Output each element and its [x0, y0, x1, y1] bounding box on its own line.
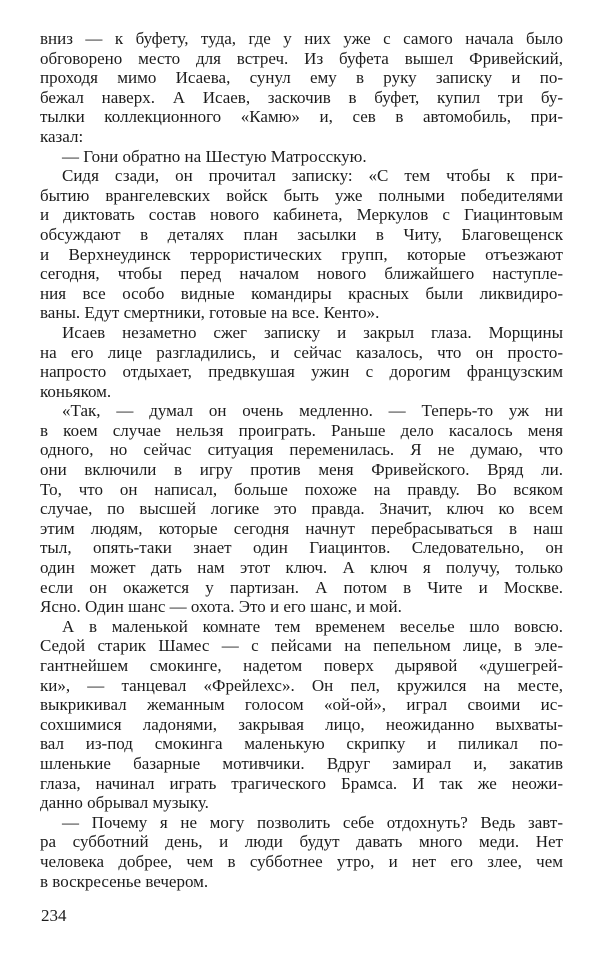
- text-line: «Так, — думал он очень медленно. — Теперь-то уж ни: [62, 401, 563, 421]
- text-line: — Гони обратно на Шестую Матросскую.: [62, 146, 367, 166]
- paragraph: [40, 401, 563, 617]
- text-line: сохшимися ладонями, закрывая лицо, неожиданно выхваты-: [40, 714, 563, 734]
- paragraph: [40, 29, 563, 147]
- text-line: данно обрывал музыку.: [40, 793, 209, 813]
- text-line: вниз — к буфету, туда, где у них уже с самого начала было: [40, 29, 563, 48]
- text-line: бытию врангелевских войск быть уже полными победителями: [40, 185, 563, 205]
- paragraph: [40, 617, 563, 813]
- text-line: ра субботний день, и люди будут давать много меди. Нет: [40, 832, 563, 852]
- text-line: тыл, опять-таки знает один Гиацинтов. Следовательно, он: [40, 538, 563, 558]
- text-line: То, что он написал, больше похоже на правду. Во всяком: [40, 479, 563, 499]
- text-line: обговорено место для встреч. Из буфета вышел Фривейский,: [40, 48, 563, 68]
- text-line: ваны. Едут смертники, готовые на все. Кенто».: [40, 303, 380, 323]
- text-line: казал:: [40, 126, 84, 146]
- text-line: выкрикивал жеманным голосом «ой-ой», играл своими ис-: [40, 695, 563, 715]
- text-line: коньяком.: [40, 381, 112, 401]
- text-line: тылки коллекционного «Камю» и, сев в автомобиль, при-: [40, 107, 563, 127]
- text-line: сегодня, чтобы перед началом нового ближайшего наступле-: [40, 264, 563, 284]
- page-number: 234: [41, 906, 67, 925]
- text-line: Исаев незаметно сжег записку и закрыл глаза. Морщины: [62, 322, 563, 342]
- text-line: на его лице разгладились, и сейчас казалось, что он просто-: [40, 342, 563, 362]
- text-line: Ясно. Один шанс — охота. Это и его шанс, и мой.: [40, 597, 402, 617]
- paragraph: [40, 813, 563, 891]
- text-line: если он окажется у партизан. А потом в Чите и Москве.: [40, 577, 563, 597]
- text-line: случае, по высшей логике это правда. Значит, ключ ко всем: [40, 499, 563, 519]
- text-line: ния все особо видные командиры красных были ликвидиро-: [40, 283, 563, 303]
- text-line: и диктовать состав нового кабинета, Меркулов с Гиацинтовым: [40, 205, 563, 225]
- paragraph: [40, 147, 563, 167]
- text-line: шленькие базарные мотивчики. Вдруг замирал и, закатив: [40, 753, 563, 773]
- text-line: вал из-под смокинга маленькую скрипку и пиликал по-: [40, 734, 563, 754]
- text-line: они включили в игру против меня Фривейского. Вряд ли.: [40, 460, 563, 480]
- text-line: бежал наверх. А Исаев, заскочив в буфет, купил три бу-: [40, 87, 563, 107]
- paragraph: [40, 323, 563, 401]
- text-line: — Почему я не могу позволить себе отдохнуть? Ведь завт-: [62, 812, 563, 832]
- text-line: проходя мимо Исаева, сунул ему в руку записку и по-: [40, 68, 563, 88]
- text-line: в воскресенье вечером.: [40, 871, 209, 891]
- text-line: А в маленькой комнате тем временем веселье шло вовсю.: [62, 616, 563, 636]
- text-line: одного, но сейчас ситуация переменилась. Я не думаю, что: [40, 440, 563, 460]
- text-line: этим людям, которые сегодня начнут перебрасываться в наш: [40, 518, 563, 538]
- text-line: и Верхнеудинск террористических групп, которые отъезжают: [40, 244, 563, 264]
- text-line: в коем случае нельзя проиграть. Раньше дело касалось меня: [40, 420, 563, 440]
- text-line: Седой старик Шамес — с пейсами на пепельном лице, в эле-: [40, 636, 563, 656]
- text-line: обсуждают в деталях план засылки в Читу, Благовещенск: [40, 224, 563, 244]
- text-line: один может дать нам этот ключ. А ключ я получу, только: [40, 558, 563, 578]
- paragraph: [40, 166, 563, 323]
- text-line: гантнейшем смокинге, надетом поверх дырявой «душегрей-: [40, 656, 563, 675]
- text-line: глаза, начинал играть трагического Брамса. И так же неожи-: [40, 773, 563, 793]
- text-line: Сидя сзади, он прочитал записку: «С тем чтобы к при-: [62, 166, 563, 186]
- text-line: ки», — танцевал «Фрейлехс». Он пел, кружился на месте,: [40, 675, 563, 695]
- text-line: напросто отдыхает, предвкушая ужин с дорогим французским: [40, 362, 563, 382]
- page-text: [40, 29, 563, 891]
- text-line: человека добрее, чем в субботнее утро, и нет его злее, чем: [40, 851, 563, 871]
